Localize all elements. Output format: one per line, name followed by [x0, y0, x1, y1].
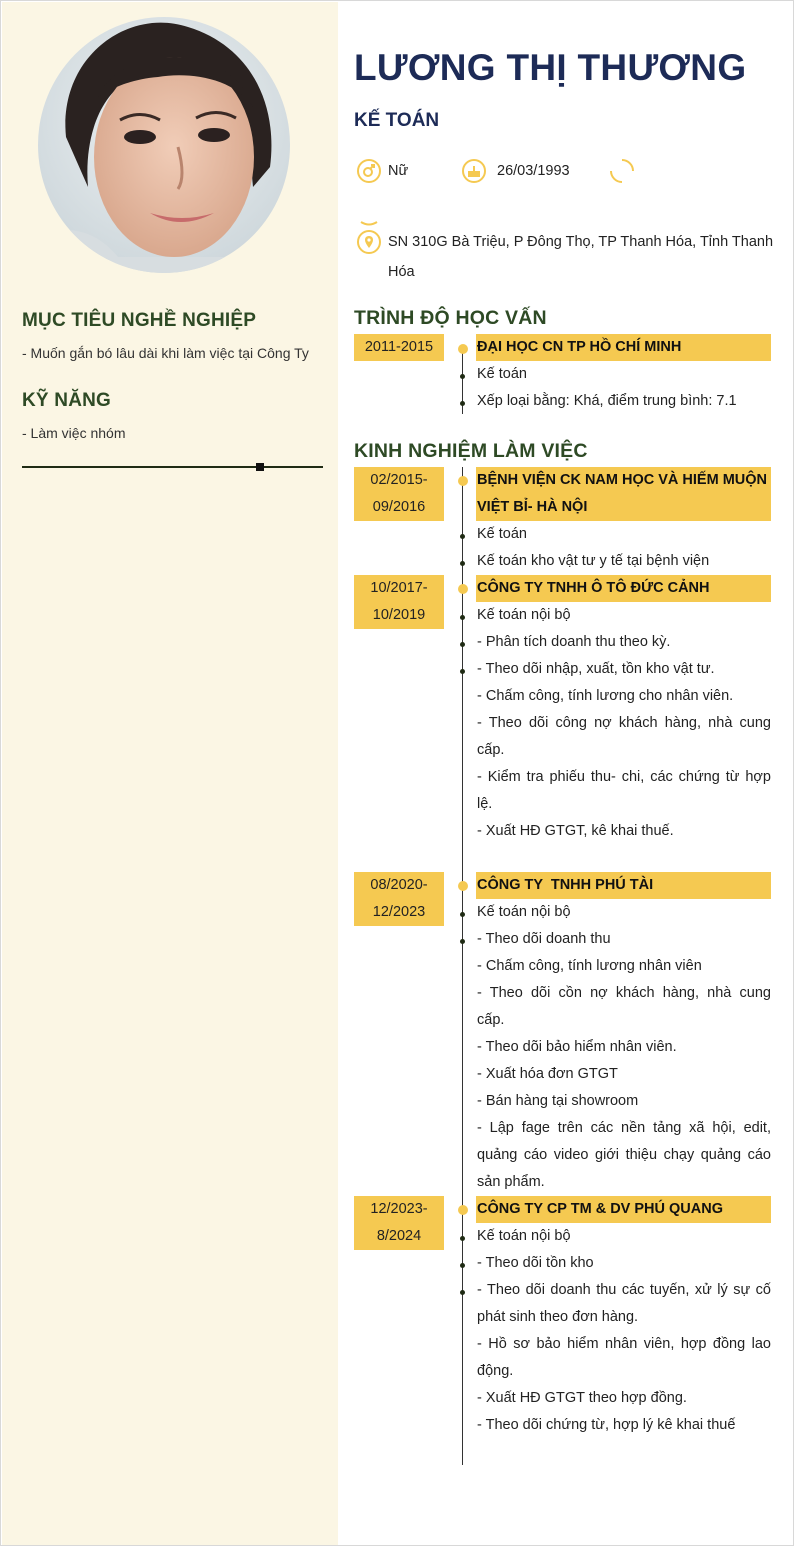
- job-line: - Theo dõi bảo hiểm nhân viên.: [477, 1039, 677, 1055]
- candidate-name: LƯƠNG THỊ THƯƠNG: [354, 47, 747, 88]
- timeline-bullet: [460, 912, 465, 917]
- job-line: sản phẩm.: [477, 1174, 545, 1190]
- birthday-text: 26/03/1993: [497, 163, 570, 179]
- job-line: - Theo dõi tồn kho: [477, 1255, 594, 1271]
- job-line: - Chấm công, tính lương cho nhân viên.: [477, 688, 734, 704]
- timeline-dot: [458, 1205, 468, 1215]
- divider-arc-icon: [357, 213, 381, 221]
- timeline-dot: [458, 344, 468, 354]
- timeline-bullet: [460, 939, 465, 944]
- skills-heading: KỸ NĂNG: [22, 390, 112, 411]
- birthday-cake-icon: [462, 159, 486, 183]
- job-line: phát sinh theo đơn hàng.: [477, 1309, 639, 1325]
- job-company: CÔNG TY CP TM & DV PHÚ QUANG: [476, 1196, 771, 1223]
- job-date-start: 10/2017-: [370, 580, 428, 596]
- job-date: [354, 575, 444, 629]
- job-line: - Chấm công, tính lương nhân viên: [477, 958, 702, 974]
- education-line: Xếp loại bằng: Khá, điểm trung bình: 7.1: [477, 393, 737, 409]
- objective-heading: MỤC TIÊU NGHỀ NGHIỆP: [22, 310, 257, 331]
- education-line: Kế toán: [477, 366, 527, 382]
- job-date: [354, 872, 444, 926]
- timeline-dot: [458, 476, 468, 486]
- job-line: Kế toán: [477, 526, 527, 542]
- job-line: - Hồ sơ bảo hiểm nhân viên, hợp đồng lao: [477, 1336, 771, 1352]
- job-date-start: 02/2015-: [370, 472, 428, 488]
- job-line: - Theo dõi doanh thu các tuyến, xử lý sự cố: [477, 1282, 771, 1298]
- job-line: - Kiểm tra phiếu thu- chi, các chứng từ hợp: [477, 769, 771, 785]
- avatar-photo: [38, 17, 290, 273]
- location-icon: [357, 230, 381, 254]
- job-date-end: 09/2016: [372, 499, 426, 515]
- job-line: - Bán hàng tại showroom: [477, 1093, 639, 1109]
- address-line-2: Hóa: [388, 264, 415, 280]
- timeline-bullet: [460, 1236, 465, 1241]
- job-line: cấp.: [477, 742, 505, 758]
- job-date-end: 8/2024: [376, 1228, 422, 1244]
- job-line: cấp.: [477, 1012, 505, 1028]
- experience-heading: KINH NGHIỆM LÀM VIỆC: [354, 440, 588, 462]
- skill-bar: [22, 466, 323, 468]
- job-line: - Theo dõi doanh thu: [477, 931, 611, 947]
- timeline-bullet: [460, 534, 465, 539]
- job-title: KẾ TOÁN: [354, 110, 440, 131]
- job-line: Kế toán nội bộ: [477, 904, 571, 920]
- job-line: - Lập fage trên các nền tảng xã hội, edit,: [477, 1120, 771, 1136]
- job-company: CÔNG TY TNHH Ô TÔ ĐỨC CẢNH: [476, 575, 771, 602]
- timeline-bullet: [460, 401, 465, 406]
- job-date-start: 12/2023-: [370, 1201, 428, 1217]
- job-line: - Theo dõi chứng từ, hợp lý kê khai thuế: [477, 1417, 736, 1433]
- timeline-bullet: [460, 669, 465, 674]
- job-line: Kế toán kho vật tư y tế tại bệnh viện: [477, 553, 710, 569]
- job-line: Kế toán nội bộ: [477, 1228, 571, 1244]
- timeline-bullet: [460, 1290, 465, 1295]
- job-company: CÔNG TY TNHH PHÚ TÀI: [476, 872, 771, 899]
- education-date: 2011-2015: [354, 334, 444, 361]
- job-line: động.: [477, 1363, 514, 1379]
- objective-text: - Muốn gắn bó lâu dài khi làm việc tại Công Ty: [22, 345, 309, 361]
- job-line: - Theo dõi nhập, xuất, tồn kho vật tư.: [477, 661, 715, 677]
- job-line: lệ.: [477, 796, 493, 812]
- job-line: - Xuất HĐ GTGT theo hợp đồng.: [477, 1390, 687, 1406]
- job-date: [354, 1196, 444, 1250]
- skills-text: - Làm việc nhóm: [22, 425, 126, 441]
- job-line: - Theo dõi công nợ khách hàng, nhà cung: [477, 715, 771, 731]
- loading-arc-icon: [610, 159, 634, 183]
- education-heading: TRÌNH ĐỘ HỌC VẤN: [354, 307, 547, 329]
- job-company: [476, 467, 771, 521]
- gender-icon: [357, 159, 381, 183]
- timeline-bullet: [460, 642, 465, 647]
- avatar: [38, 17, 290, 273]
- job-line: - Xuất HĐ GTGT, kê khai thuế.: [477, 823, 674, 839]
- skill-bar-knob: [256, 463, 264, 471]
- address-line-1: SN 310G Bà Triệu, P Đông Thọ, TP Thanh Hóa, Tỉnh Thanh: [388, 234, 774, 250]
- job-date-start: 08/2020-: [370, 877, 428, 893]
- gender-text: Nữ: [388, 163, 409, 179]
- job-date-end: 12/2023: [372, 904, 426, 920]
- job-line: Kế toán nội bộ: [477, 607, 571, 623]
- education-school: ĐẠI HỌC CN TP HỒ CHÍ MINH: [476, 334, 771, 361]
- job-line: - Xuất hóa đơn GTGT: [477, 1066, 618, 1082]
- job-date-end: 10/2019: [372, 607, 426, 623]
- timeline-bullet: [460, 561, 465, 566]
- timeline-dot: [458, 881, 468, 891]
- timeline-bullet: [460, 374, 465, 379]
- timeline-bullet: [460, 615, 465, 620]
- job-company-line: VIỆT BỈ- HÀ NỘI: [477, 499, 588, 515]
- job-date: [354, 467, 444, 521]
- job-company-line: BỆNH VIỆN CK NAM HỌC VÀ HIẾM MUỘN: [477, 472, 768, 488]
- timeline-bullet: [460, 1263, 465, 1268]
- job-line: - Theo dõi cồn nợ khách hàng, nhà cung: [477, 985, 771, 1001]
- job-line: - Phân tích doanh thu theo kỳ.: [477, 634, 671, 650]
- job-line: quảng cáo video giới thiệu chạy quảng cáo: [477, 1147, 771, 1163]
- timeline-dot: [458, 584, 468, 594]
